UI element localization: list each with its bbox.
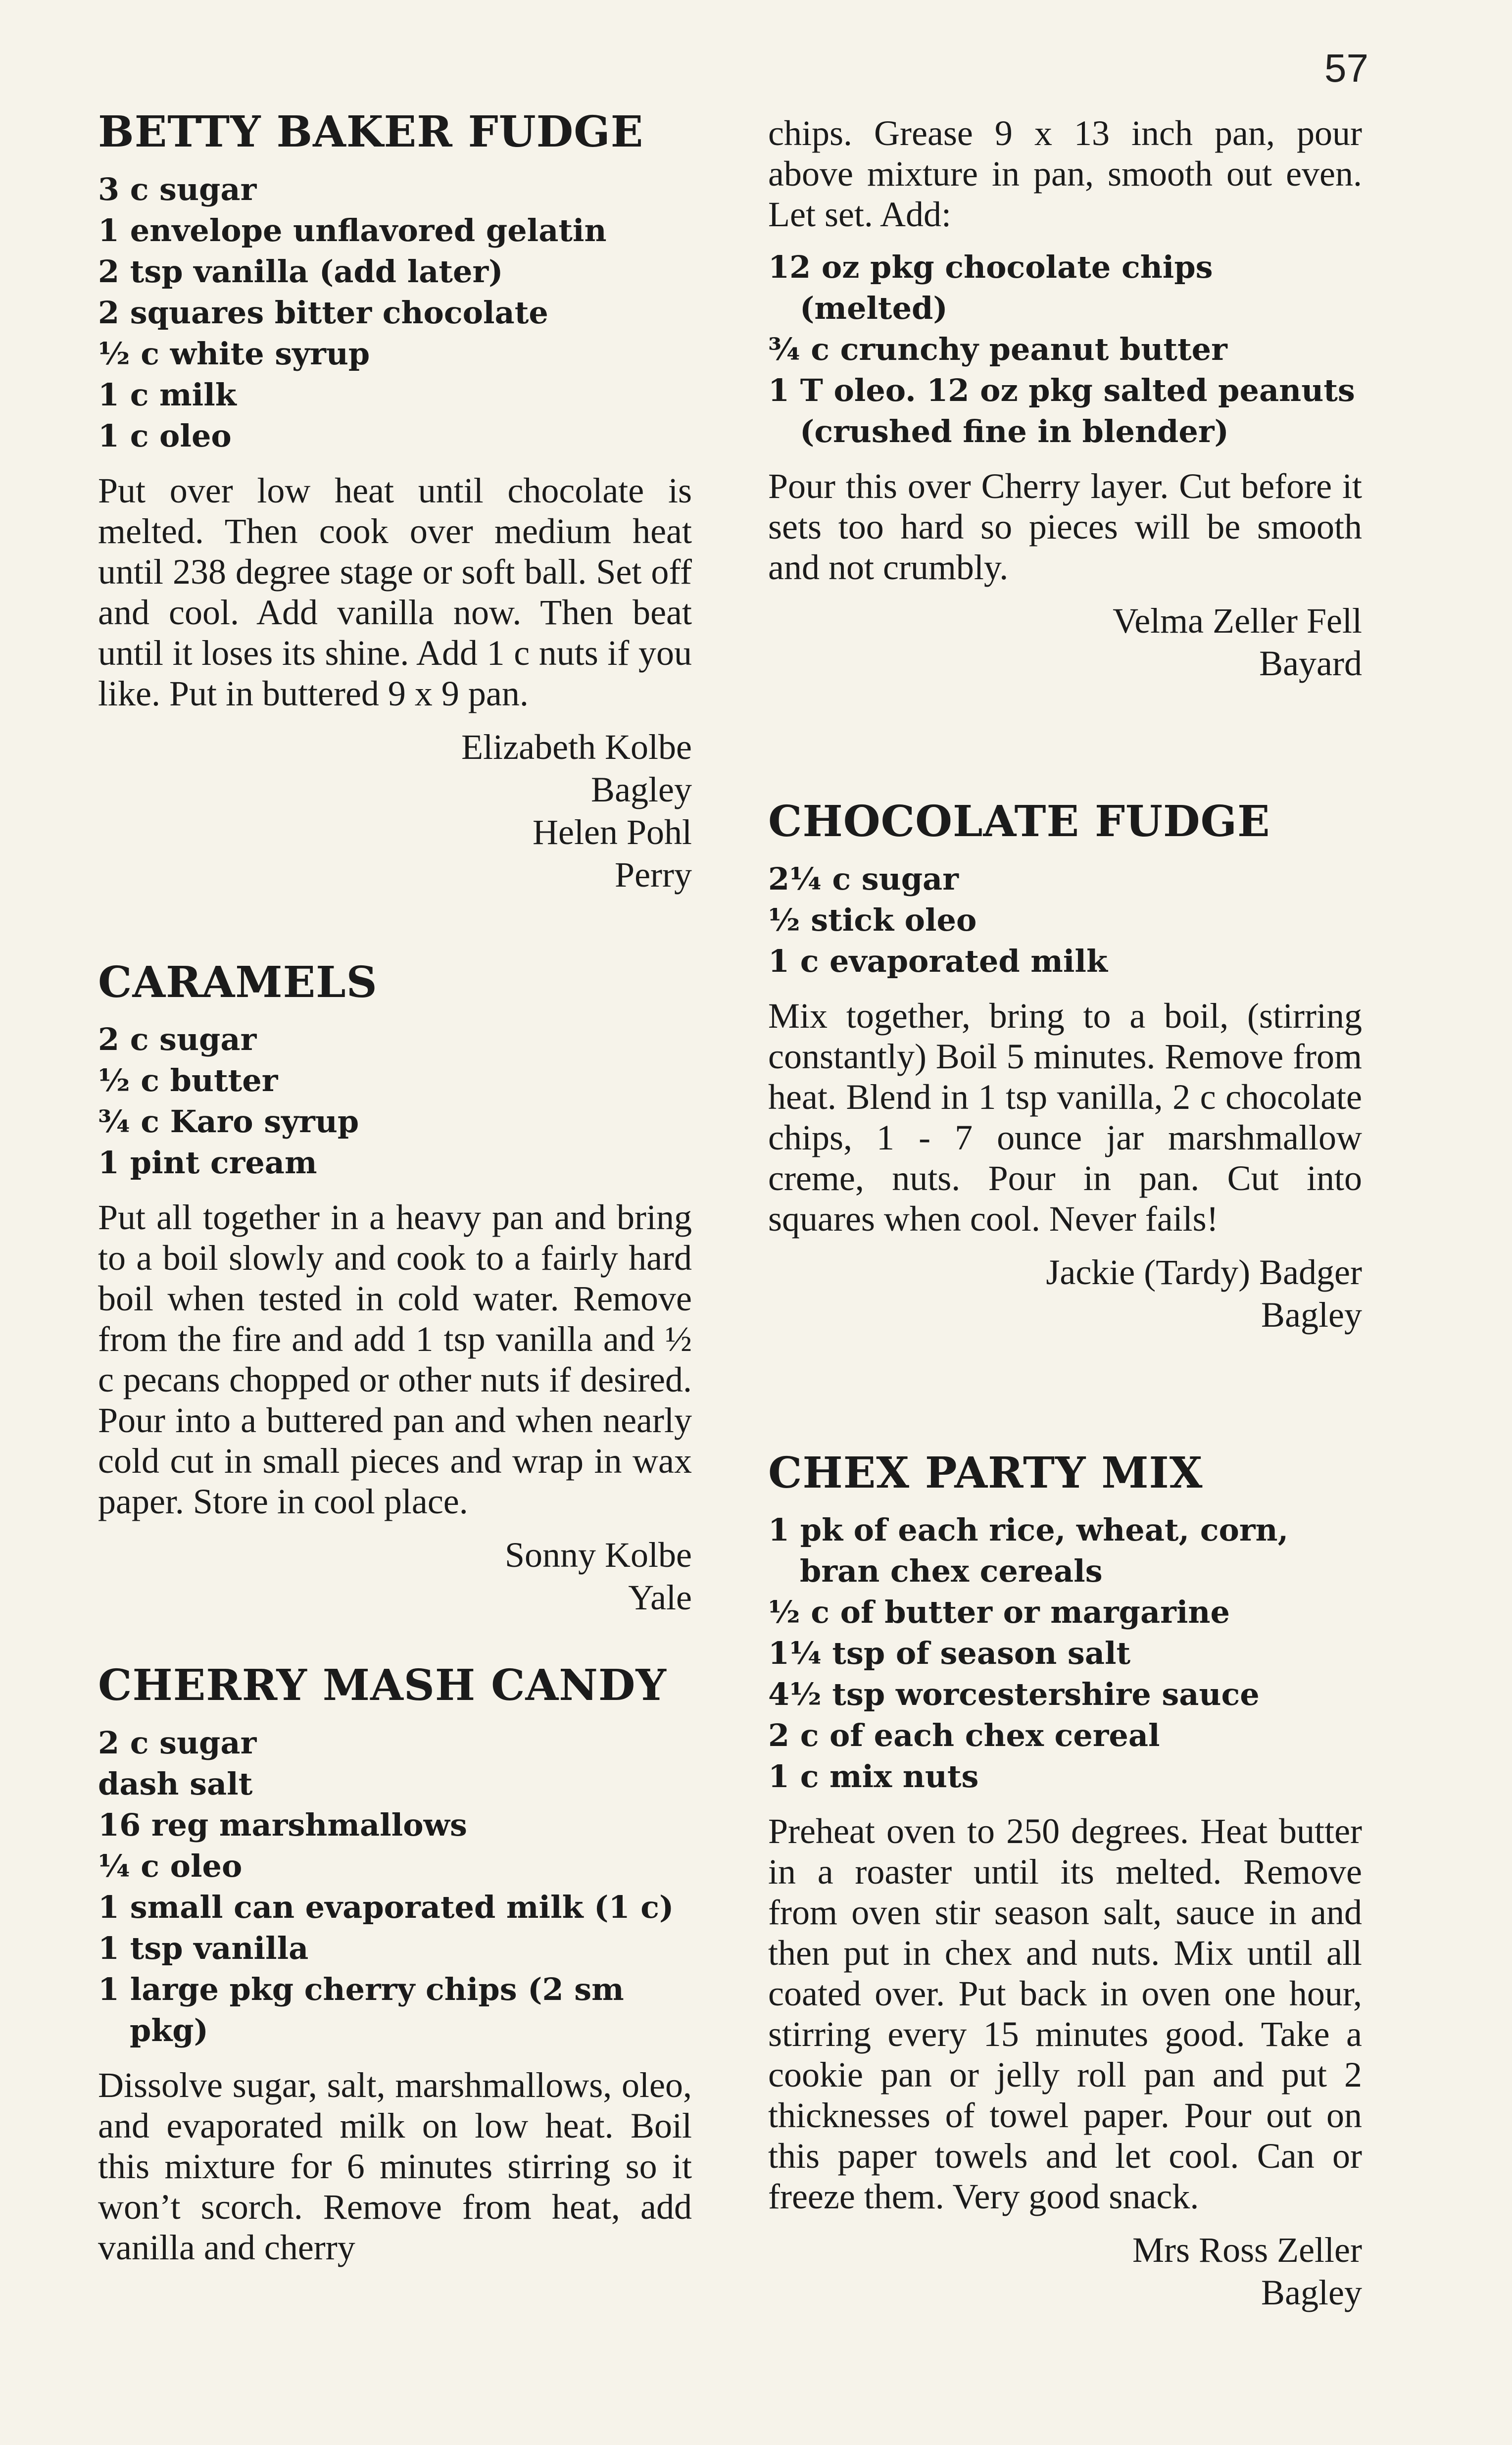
page-number: 57 bbox=[1324, 46, 1368, 90]
ingredient-item: ¾ c crunchy peanut butter bbox=[768, 331, 1227, 367]
contributor-town: Bagley bbox=[1261, 2273, 1362, 2313]
contributor-name: Velma Zeller Fell bbox=[1113, 601, 1362, 641]
ingredient-item: dash salt bbox=[98, 1765, 253, 1802]
ingredient-list bbox=[98, 169, 692, 456]
contributor-name: Jackie (Tardy) Badger bbox=[1046, 1252, 1362, 1292]
ingredient-item: ½ c white syrup bbox=[98, 335, 370, 372]
ingredient-item: 1 pint cream bbox=[98, 1145, 317, 1181]
ingredient-item: 3 c sugar bbox=[98, 171, 257, 207]
recipe-title: CHERRY MASH CANDY bbox=[98, 1660, 667, 1711]
ingredient-item: 1 tsp vanilla bbox=[98, 1930, 309, 1966]
recipe-directions: Mix together, bring to a boil, (stirring constantly) Boil 5 minutes. Remove from heat. Blend in 1 tsp vanilla, 2 c chocolate chips, 1 - 7 ounce jar marshmallow creme, nuts. Pour in pan. Cut into squares when cool. Never fails! bbox=[768, 996, 1362, 1239]
ingredient-item: 1 c milk bbox=[98, 376, 237, 413]
ingredient-list bbox=[98, 1019, 692, 1183]
ingredient-list bbox=[768, 1509, 1362, 1797]
contributor-name: Helen Pohl bbox=[533, 812, 692, 852]
recipe-betty-baker-fudge bbox=[98, 109, 692, 896]
recipe-signature bbox=[768, 1251, 1362, 1336]
recipe-signature bbox=[98, 726, 692, 896]
contributor-name: Mrs Ross Zeller bbox=[1132, 2230, 1362, 2270]
ingredient-item: 1 small can evaporated milk (1 c) bbox=[98, 1889, 674, 1925]
recipe-directions: Dissolve sugar, salt, marshmallows, oleo, and evaporated milk on low heat. Boil this mixture for 6 minutes stirring so it won’t scorch. Remove from heat, add vanilla and cherry bbox=[98, 2065, 692, 2267]
recipe-title: CHOCOLATE FUDGE bbox=[768, 797, 1270, 847]
ingredient-item: ¾ c Karo syrup bbox=[98, 1103, 359, 1140]
recipe-title: CARAMELS bbox=[98, 957, 378, 1007]
ingredient-list bbox=[98, 1722, 692, 2051]
ingredient-item: 1 c oleo bbox=[98, 417, 232, 454]
recipe-cherry-mash-candy bbox=[98, 1662, 692, 2268]
ingredient-item: 16 reg marshmallows bbox=[98, 1806, 467, 1843]
right-column bbox=[768, 113, 1362, 2314]
ingredient-item: 2 c sugar bbox=[98, 1724, 257, 1761]
ingredient-item: 1¼ tsp of season salt bbox=[768, 1635, 1131, 1672]
contributor-town: Perry bbox=[615, 854, 692, 895]
contributor-name: Elizabeth Kolbe bbox=[461, 727, 692, 767]
recipe-cherry-mash-continued bbox=[768, 113, 1362, 685]
ingredient-item: ¼ c oleo bbox=[98, 1847, 243, 1884]
contributor-town: Bayard bbox=[1259, 644, 1362, 683]
recipe-caramels bbox=[98, 959, 692, 1619]
recipe-chex-party-mix bbox=[768, 1447, 1362, 2314]
contributor-town: Bagley bbox=[591, 769, 692, 809]
recipe-directions: Put all together in a heavy pan and bring to a boil slowly and cook to a fairly hard boil when tested in cold water. Remove from the fire and add 1 tsp vanilla and ½ c pecans chopped or other nuts if desired. Pour into a buttered pan and when nearly cold cut in small pieces and wrap in wax paper. Store in cool place. bbox=[98, 1198, 692, 1522]
ingredient-list bbox=[768, 247, 1362, 452]
ingredient-item: 2 squares bitter chocolate bbox=[98, 294, 548, 331]
ingredient-item: 1 T oleo. 12 oz pkg salted peanuts (crushed fine in blender) bbox=[768, 372, 1355, 449]
ingredient-item: 2 tsp vanilla (add later) bbox=[98, 253, 503, 290]
recipe-title: CHEX PARTY MIX bbox=[768, 1447, 1203, 1498]
left-column bbox=[98, 109, 692, 2280]
ingredient-list bbox=[768, 858, 1362, 982]
recipe-directions: chips. Grease 9 x 13 inch pan, pour above mixture in pan, smooth out even. Let set. Add: bbox=[768, 113, 1362, 234]
contributor-town: Bagley bbox=[1261, 1295, 1362, 1335]
ingredient-item: 1 large pkg cherry chips (2 sm pkg) bbox=[98, 1971, 624, 2048]
recipe-signature bbox=[98, 1534, 692, 1619]
ingredient-item: 2 c sugar bbox=[98, 1021, 257, 1058]
contributor-town: Yale bbox=[628, 1578, 692, 1618]
ingredient-item: 1 pk of each rice, wheat, corn, bran chex cereals bbox=[768, 1512, 1289, 1590]
ingredient-item: 1 envelope unflavored gelatin bbox=[98, 212, 607, 249]
ingredient-item: ½ stick oleo bbox=[768, 901, 977, 938]
ingredient-item: 2 c of each chex cereal bbox=[768, 1717, 1160, 1754]
ingredient-item: ½ c of butter or margarine bbox=[768, 1594, 1230, 1631]
recipe-directions: Put over low heat until chocolate is melted. Then cook over medium heat until 238 degree stage or soft ball. Set off and cool. Add vanilla now. Then beat until it loses its shine. Add 1 c nuts if you like. Put in buttered 9 x 9 pan. bbox=[98, 470, 692, 713]
recipe-directions: Preheat oven to 250 degrees. Heat butter in a roaster until its melted. Remove from oven stir season salt, sauce in and then put in chex and nuts. Mix until all coated over. Put back in oven one hour, stirring every 15 minutes good. Take a cookie pan or jelly roll pan and put 2 thicknesses of towel paper. Pour out on this paper towels and let cool. Can or freeze them. Very good snack. bbox=[768, 1811, 1362, 2217]
recipe-signature bbox=[768, 599, 1362, 685]
contributor-name: Sonny Kolbe bbox=[505, 1535, 692, 1575]
recipe-directions: Pour this over Cherry layer. Cut before it sets too hard so pieces will be smooth and not crumbly. bbox=[768, 466, 1362, 587]
ingredient-item: 1 c mix nuts bbox=[768, 1758, 979, 1795]
ingredient-item: 12 oz pkg chocolate chips (melted) bbox=[768, 249, 1213, 326]
ingredient-item: 4½ tsp worcestershire sauce bbox=[768, 1676, 1260, 1713]
ingredient-item: ½ c butter bbox=[98, 1062, 278, 1099]
recipe-chocolate-fudge bbox=[768, 798, 1362, 1336]
recipe-signature bbox=[768, 2229, 1362, 2314]
ingredient-item: 2¼ c sugar bbox=[768, 860, 959, 897]
recipe-title: BETTY BAKER FUDGE bbox=[98, 107, 644, 157]
ingredient-item: 1 c evaporated milk bbox=[768, 943, 1108, 979]
